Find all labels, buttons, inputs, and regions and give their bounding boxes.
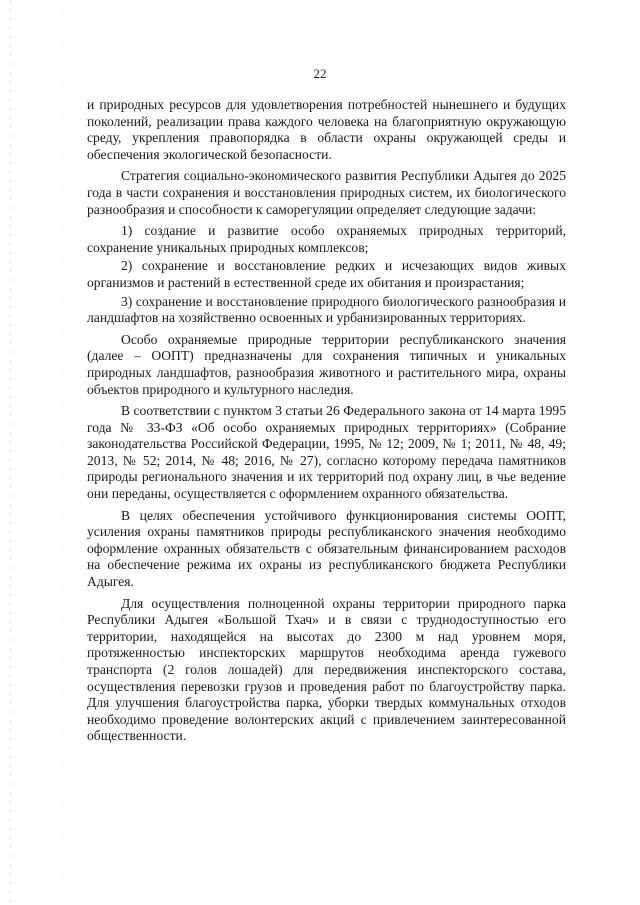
list-item: 1) создание и развитие особо охраняемых природных территорий, сохранение уникальных природных комплексов; bbox=[87, 223, 566, 255]
paragraph: Стратегия социально-экономического развития Республики Адыгея до 2025 года в части сохранения и восстановления природных систем, их биологического разнообразия и способности к саморегуляции определяет следующие задачи: bbox=[87, 168, 566, 217]
paragraph: и природных ресурсов для удовлетворения потребностей нынешнего и будущих поколений, реализации права каждого человека на благоприятную окружающую среду, укрепления правопорядка в области охраны окружающей среды и обеспечения экологической безопасности. bbox=[87, 97, 566, 162]
paragraph: Особо охраняемые природные территории республиканского значения (далее – ООПТ) предназначены для сохранения типичных и уникальных природных ландшафтов, разнообразия животного и растительного мира, охраны объектов природного и культурного наследия. bbox=[87, 331, 566, 397]
paragraph: Для осуществления полноценной охраны территории природного парка Республики Адыгея «Большой Тхач» и в связи с труднодоступностью его территории, находящейся на высотах до 2300 м над уровнем моря, протяженностью инспекторских маршрутов необходима аренда гужевого транспорта (2 голов лошадей) для передвижения инспекторского состава, осуществления перевозки грузов и проведения работ по благоустройству парка. Для улучшения благоустройства парка, уборки твердых коммунальных отходов необходимо проведение волонтерских акций с привлечением заинтересованной общественности. bbox=[87, 595, 566, 744]
document-body bbox=[87, 97, 566, 745]
scan-edge-mark bbox=[62, 0, 63, 905]
page-number: 22 bbox=[313, 66, 327, 81]
list-item: 3) сохранение и восстановление природного биологического разнообразия и ландшафтов на хозяйственно освоенных и урбанизированных территориях. bbox=[87, 293, 566, 326]
paragraph: В целях обеспечения устойчивого функционирования системы ООПТ, усиления охраны памятников природы республиканского значения необходимо оформление охранных обязательств с обязательным финансированием расходов на обеспечение режима их охраны из республиканского бюджета Республики Адыгея. bbox=[87, 507, 566, 590]
paragraph: В соответствии с пунктом 3 статьи 26 Федерального закона от 14 марта 1995 года № 33-ФЗ «Об особо охраняемых природных территориях» (Собрание законодательства Российской Федерации, 1995, № 12; 2009, № 1; 2011, № 48, 49; 2013, № 52; 2014, № 48; 2016, № 27), согласно которому передача памятников природы регионального значения и их территорий под охрану лиц, в чье ведение они переданы, осуществляется с оформлением охранного обязательства. bbox=[87, 403, 566, 502]
scan-edge-mark bbox=[10, 0, 11, 905]
list-item: 2) сохранение и восстановление редких и исчезающих видов живых организмов и растений в естественной среде их обитания и произрастания; bbox=[87, 258, 566, 290]
